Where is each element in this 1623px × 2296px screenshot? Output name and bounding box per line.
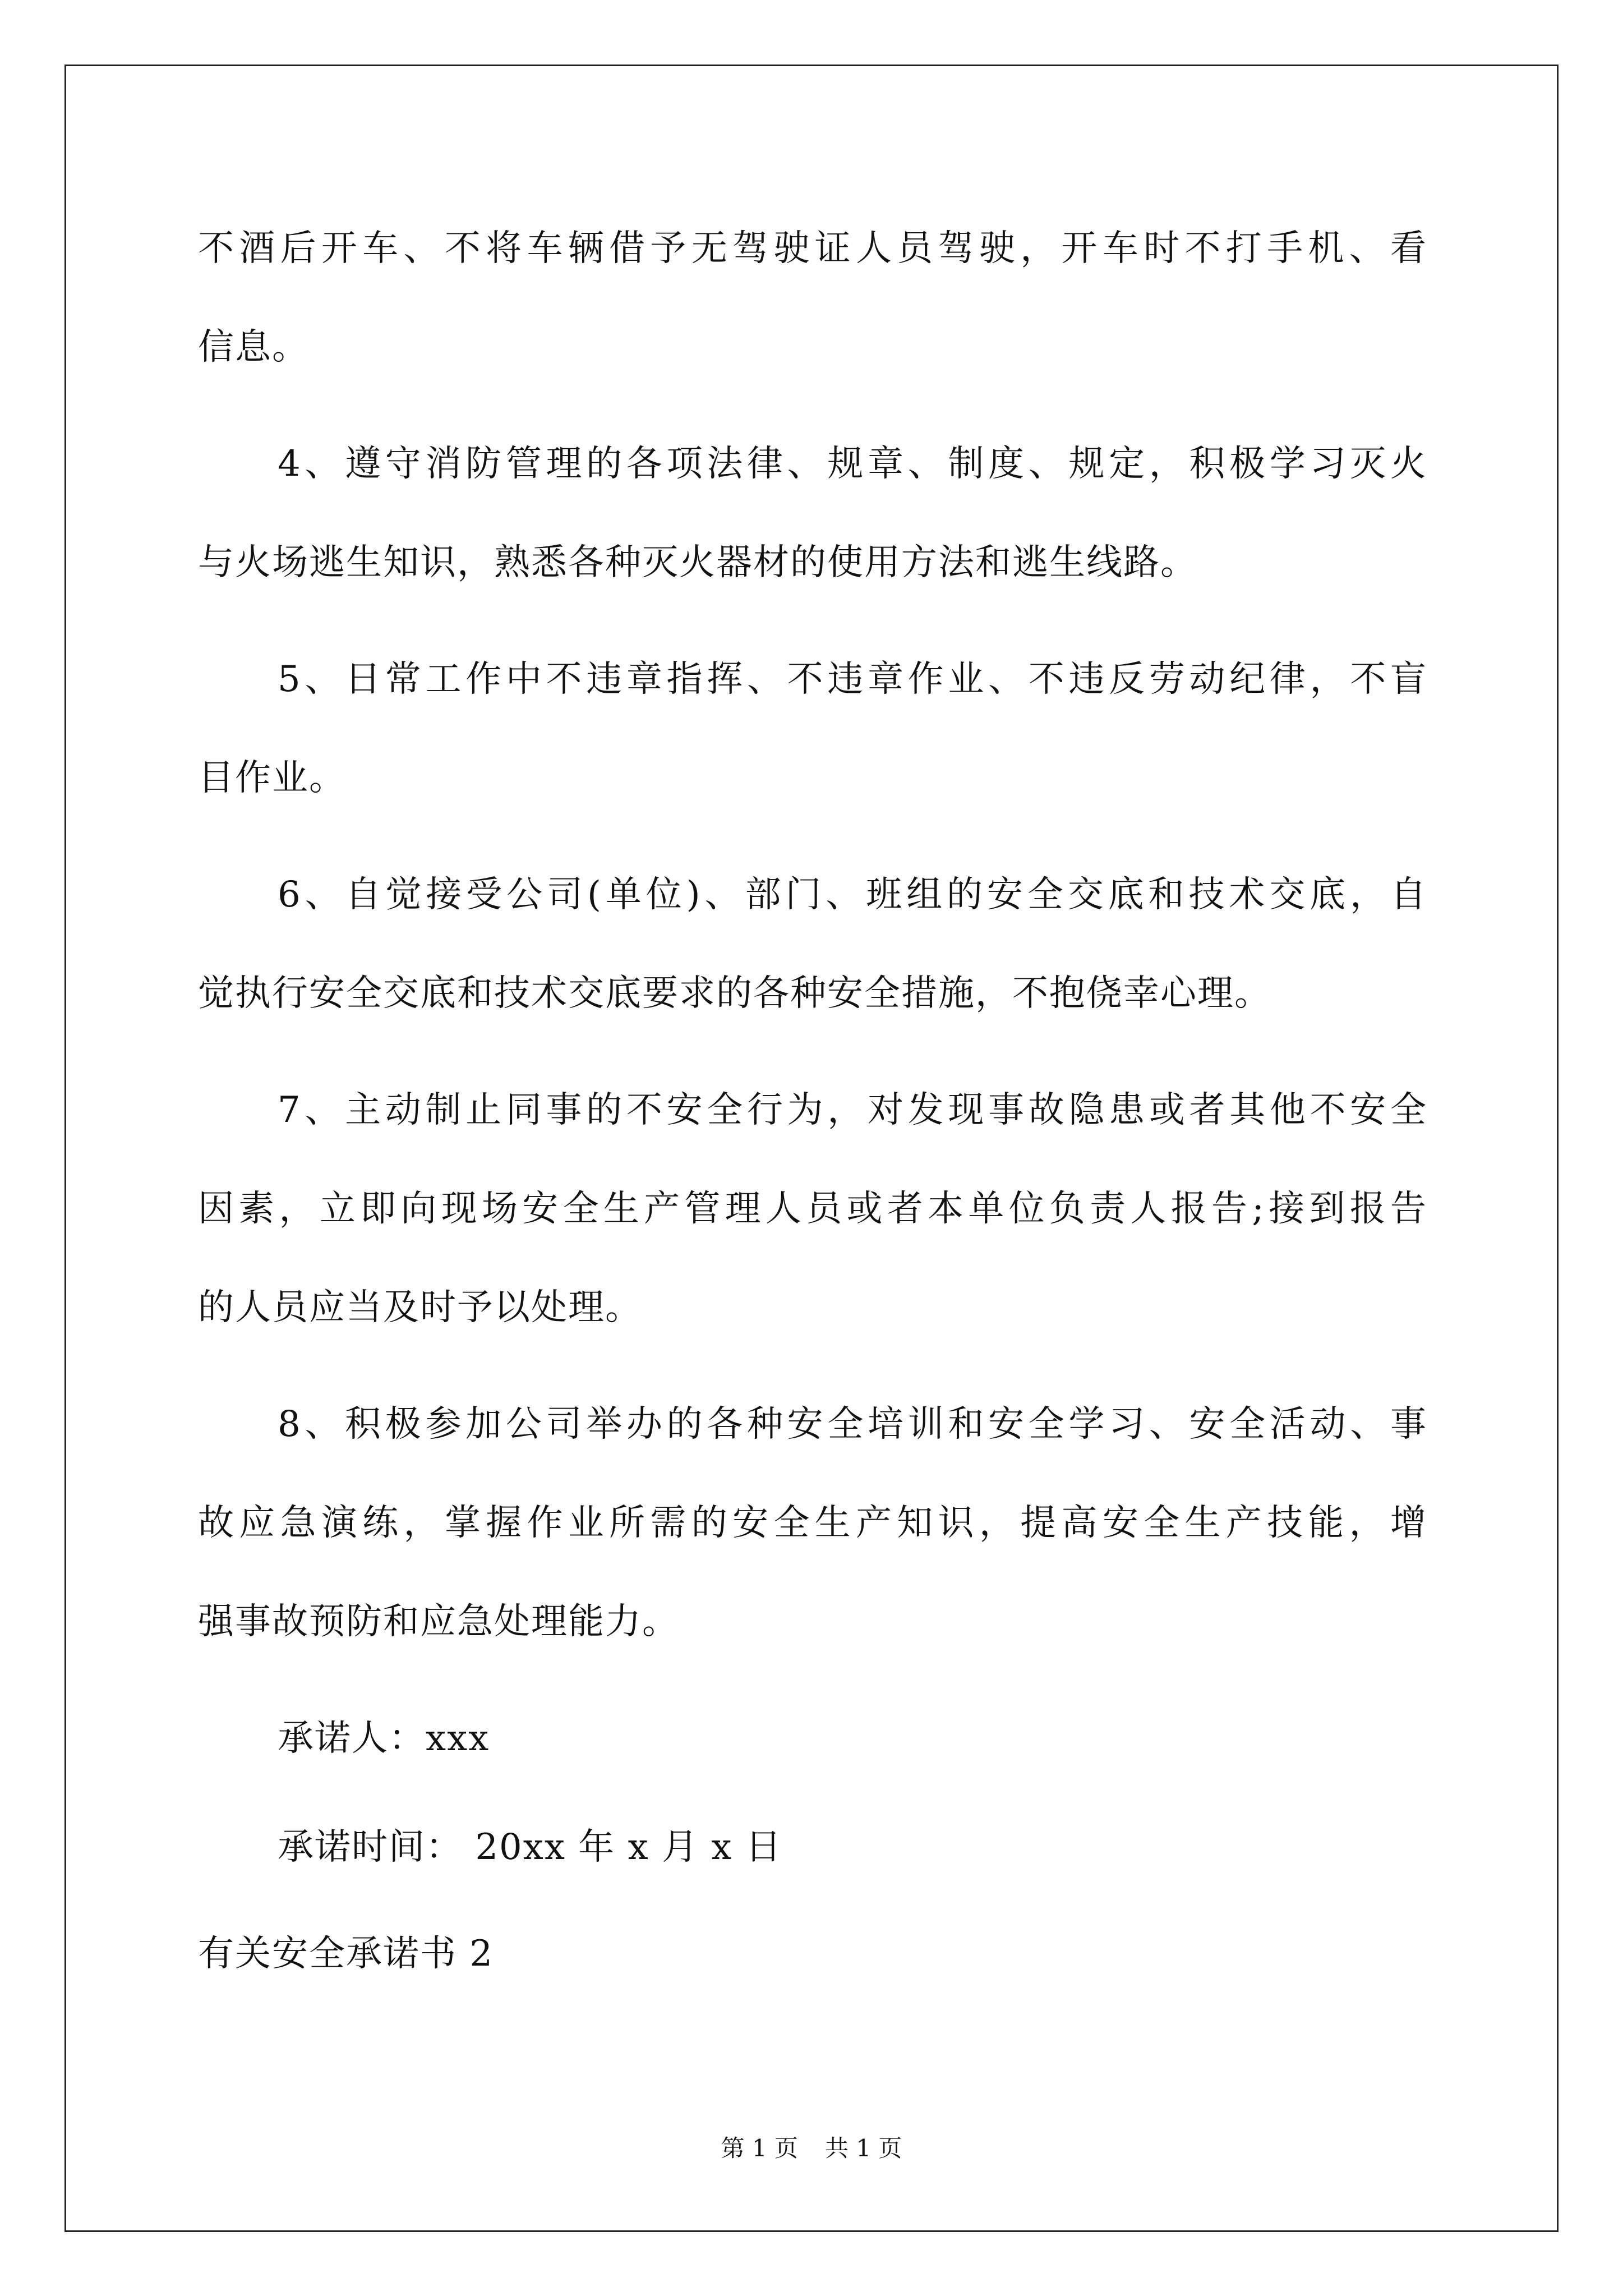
text-line-6: 目作业。 — [198, 757, 346, 799]
text-line-7: 6、自觉接受公司(单位)、部门、班组的安全交底和技术交底，自 — [278, 874, 1426, 915]
text-line-9: 7、主动制止同事的不安全行为，对发现事故隐患或者其他不安全 — [278, 1089, 1426, 1131]
signatory-line: 承诺人：xxx — [278, 1718, 490, 1759]
text-line-4: 与火场逃生知识，熟悉各种灭火器材的使用方法和逃生线路。 — [198, 542, 1197, 583]
text-line-8: 觉执行安全交底和技术交底要求的各种安全措施，不抱侥幸心理。 — [198, 973, 1271, 1014]
page-border — [64, 65, 1559, 2232]
signing-date-line: 承诺时间： 20xx 年 x 月 x 日 — [278, 1826, 782, 1868]
page-number-total: 共 1 页 — [825, 2134, 902, 2162]
page-footer — [0, 2132, 1623, 2165]
text-line-10: 因素，立即向现场安全生产管理人员或者本单位负责人报告;接到报告 — [198, 1188, 1426, 1230]
text-line-11: 的人员应当及时予以处理。 — [198, 1287, 642, 1328]
text-line-1: 不酒后开车、不将车辆借予无驾驶证人员驾驶，开车时不打手机、看 — [198, 228, 1426, 269]
page-number-current: 第 1 页 — [721, 2134, 798, 2162]
text-line-2: 信息。 — [198, 326, 309, 368]
section-heading: 有关安全承诺书 2 — [198, 1933, 494, 1975]
text-line-3: 4、遵守消防管理的各项法律、规章、制度、规定，积极学习灭火 — [278, 443, 1426, 485]
text-line-12: 8、积极参加公司举办的各种安全培训和安全学习、安全活动、事 — [278, 1404, 1426, 1445]
text-line-14: 强事故预防和应急处理能力。 — [198, 1601, 679, 1642]
text-line-13: 故应急演练，掌握作业所需的安全生产知识，提高安全生产技能，增 — [198, 1502, 1426, 1544]
text-line-5: 5、日常工作中不违章指挥、不违章作业、不违反劳动纪律，不盲 — [278, 659, 1426, 700]
